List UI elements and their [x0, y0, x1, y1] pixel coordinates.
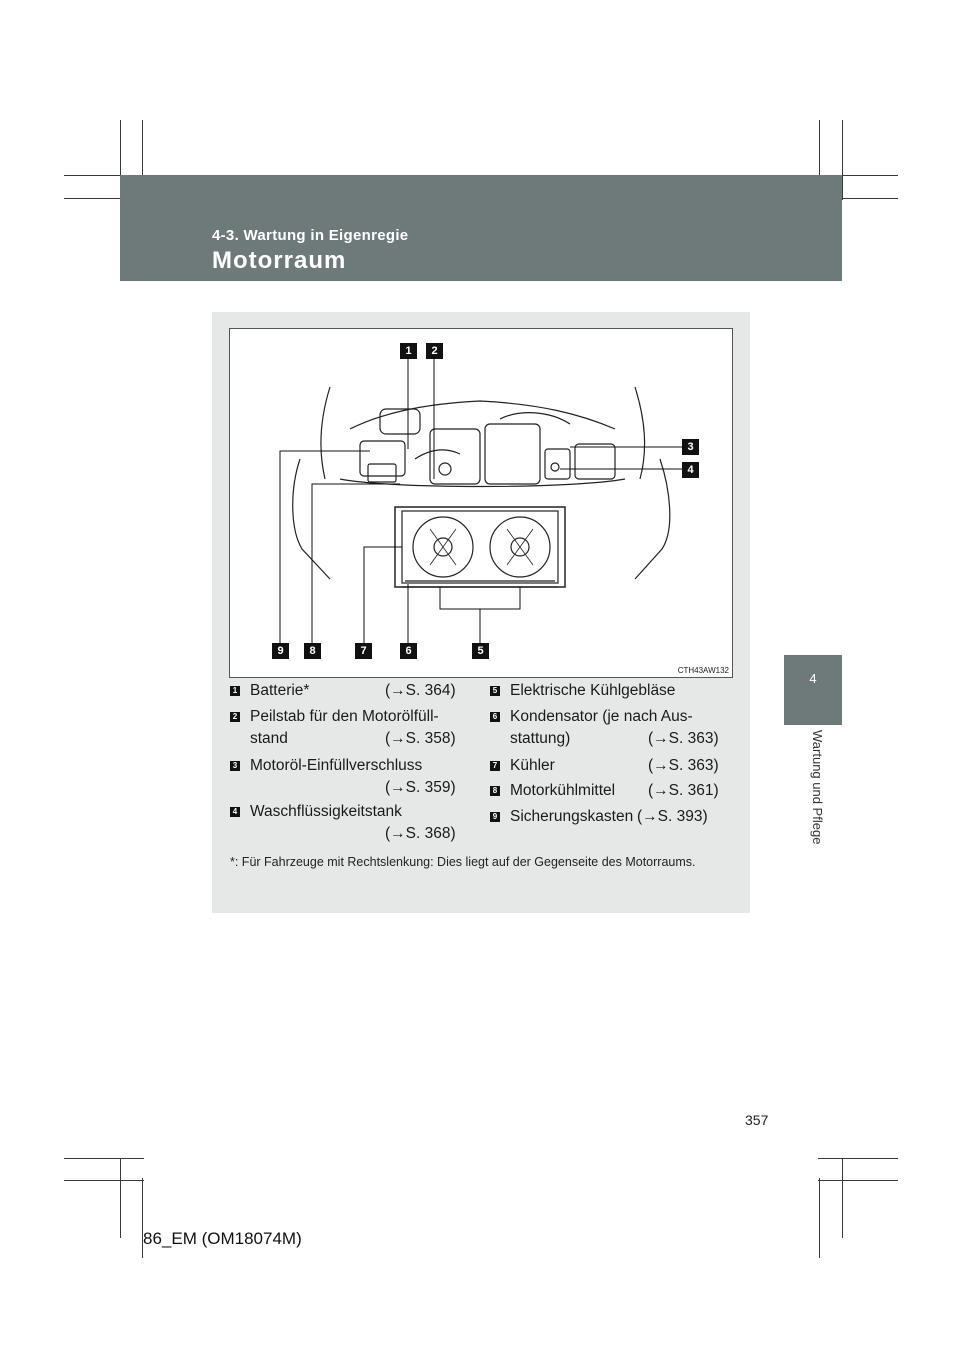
- footnote: *: Für Fahrzeuge mit Rechtslenkung: Dies liegt auf der Gegenseite des Motorraums.: [230, 855, 696, 869]
- legend-ref: (→S. 361): [648, 782, 719, 799]
- engine-bay-illustration: [230, 329, 734, 679]
- legend-label: Sicherungskasten: [510, 808, 634, 825]
- legend-label: Motorkühlmittel: [510, 782, 616, 799]
- legend-ref: (→S. 393): [637, 808, 708, 825]
- legend-label: stand: [250, 730, 288, 747]
- legend-badge: 2: [230, 712, 240, 722]
- page-number: 357: [745, 1112, 769, 1128]
- crop-mark: [842, 120, 843, 200]
- figure-badge: 7: [355, 643, 372, 659]
- legend-label: Kondensator (je nach Aus-: [510, 708, 693, 725]
- legend-item: [230, 801, 462, 845]
- legend-item: [230, 706, 462, 750]
- crop-mark: [120, 1158, 121, 1238]
- chapter-header: [120, 175, 842, 281]
- legend-label: Kühler: [510, 757, 555, 774]
- legend-badge: 8: [490, 786, 500, 796]
- legend-ref: (→S. 364): [385, 682, 456, 699]
- legend-label: stattung): [510, 730, 571, 747]
- crop-mark: [819, 1178, 820, 1258]
- legend-badge: 9: [490, 812, 500, 822]
- legend-badge: 4: [230, 807, 240, 817]
- crop-mark: [64, 1180, 144, 1181]
- legend-badge: 6: [490, 712, 500, 722]
- figure-badge: 2: [426, 343, 443, 359]
- chapter-number: 4: [809, 671, 817, 686]
- legend-ref: (→S. 359): [385, 779, 456, 796]
- legend-badge: 3: [230, 761, 240, 771]
- figure-badge: 9: [272, 643, 289, 659]
- legend-item: [230, 755, 462, 799]
- crop-mark: [818, 1180, 898, 1181]
- crop-mark: [818, 1158, 898, 1159]
- legend-badge: 1: [230, 686, 240, 696]
- legend-ref: (→S. 358): [385, 730, 456, 747]
- legend-label: Motoröl-Einfüllverschluss: [250, 757, 423, 774]
- crop-mark: [842, 1158, 843, 1238]
- figure-badge: 1: [400, 343, 417, 359]
- legend-label: Elektrische Kühlgebläse: [510, 682, 676, 699]
- legend-label: Peilstab für den Motorölfüll-: [250, 708, 439, 725]
- figure-code: CTH43AW132: [677, 666, 729, 675]
- figure-badge: 3: [682, 439, 699, 455]
- engine-bay-figure: [229, 328, 733, 678]
- figure-badge: 5: [472, 643, 489, 659]
- chapter-tab: [784, 655, 842, 725]
- legend-badge: 7: [490, 761, 500, 771]
- legend-item: [490, 706, 726, 750]
- section-title: 4-3. Wartung in Eigenregie: [212, 227, 409, 244]
- legend-ref: (→S. 368): [385, 825, 456, 842]
- page-title: Motorraum: [212, 247, 347, 274]
- figure-badge: 8: [304, 643, 321, 659]
- chapter-label: Wartung und Pflege: [810, 730, 825, 845]
- legend-label: Batterie*: [250, 682, 310, 699]
- legend-ref: (→S. 363): [648, 730, 719, 747]
- figure-badge: 6: [400, 643, 417, 659]
- legend-ref: (→S. 363): [648, 757, 719, 774]
- legend-label: Waschflüssigkeitstank: [250, 803, 402, 820]
- document-code: 86_EM (OM18074M): [143, 1229, 302, 1248]
- legend-badge: 5: [490, 686, 500, 696]
- figure-badge: 4: [682, 462, 699, 478]
- crop-mark: [64, 1158, 144, 1159]
